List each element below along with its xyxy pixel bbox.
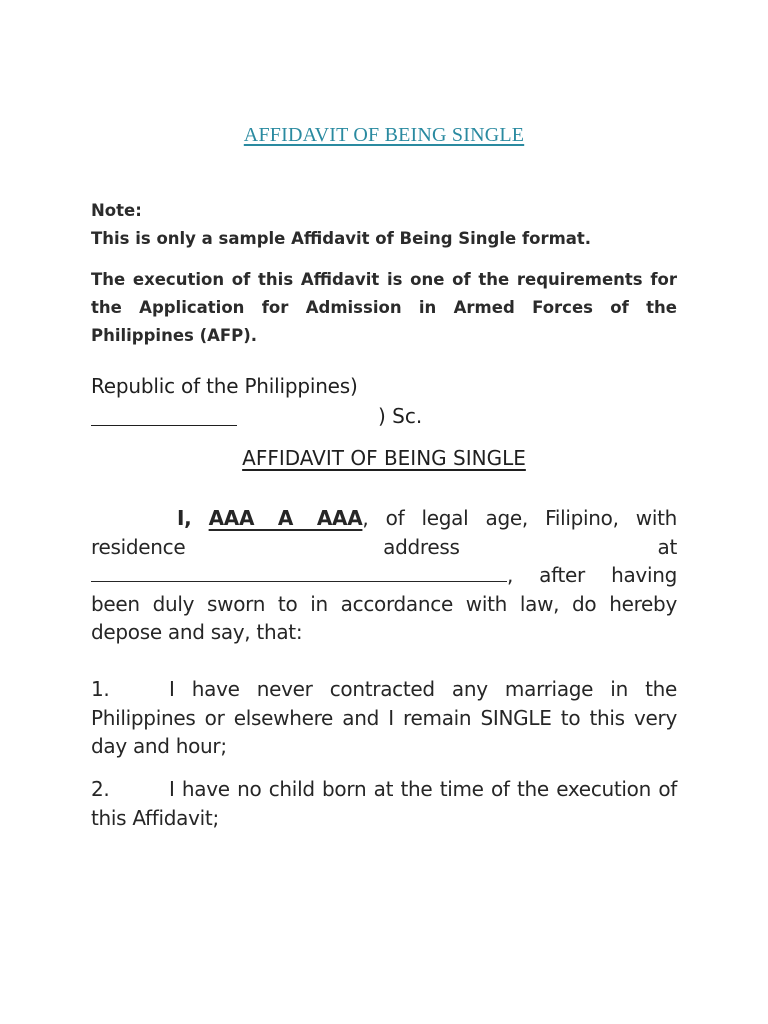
venue-line xyxy=(91,404,677,430)
item-number: 1. xyxy=(91,677,110,701)
note-paragraph: The execution of this Affidavit is one of the requirements for the Application for Admission in Armed Forces of the Philippines (AFP). xyxy=(91,270,677,345)
document-title: AFFIDAVIT OF BEING SINGLE xyxy=(243,124,525,146)
sc-text: ) Sc. xyxy=(378,404,423,428)
intro-text: , of legal age, Filipino, with residence address at xyxy=(91,506,678,559)
intro-text-continued: , after having been duly sworn to in accordance with law, do hereby depose and say, that: xyxy=(91,563,677,644)
note-text: This is only a sample Affidavit of Being Single format. xyxy=(91,229,592,248)
affidavit-title: AFFIDAVIT OF BEING SINGLE xyxy=(242,446,526,470)
item-text: I have no child born at the time of the execution of this Affidavit; xyxy=(91,777,677,830)
item-text: I have never contracted any marriage in the Philippines or elsewhere and I remain SINGLE to this very day and hour; xyxy=(91,677,677,758)
note-label: Note: xyxy=(91,201,142,220)
venue-blank xyxy=(91,425,237,426)
list-item xyxy=(91,675,677,761)
list-item xyxy=(91,775,677,832)
republic-line: Republic of the Philippines) xyxy=(91,374,358,398)
intro-paragraph xyxy=(91,504,677,647)
i-label: I, xyxy=(177,506,192,530)
affiant-name: AAA A AAA xyxy=(208,506,363,530)
item-number: 2. xyxy=(91,777,110,801)
address-blank xyxy=(91,563,507,582)
